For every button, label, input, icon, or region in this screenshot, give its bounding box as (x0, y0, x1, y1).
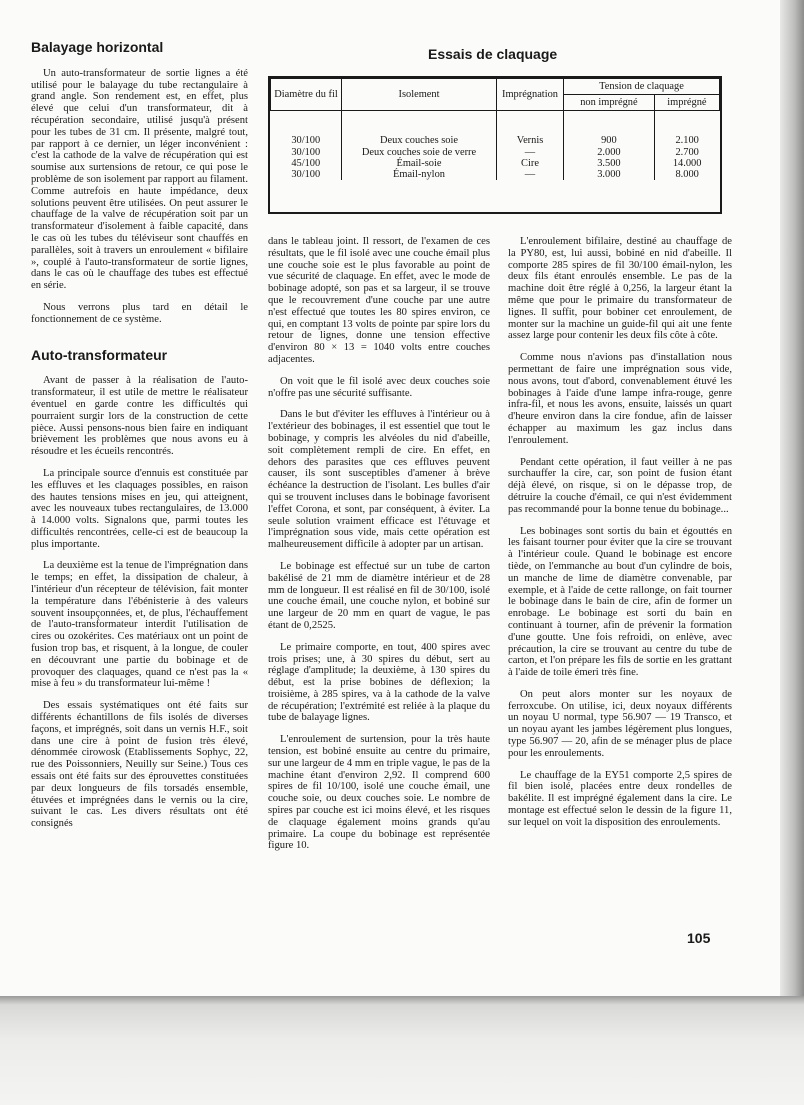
table-row (271, 158, 720, 169)
cell-impregnation: Vernis (497, 111, 564, 147)
results-table (268, 76, 722, 214)
table-header-row (271, 79, 720, 95)
cell-diametre: 45/100 (291, 157, 321, 169)
table-row (271, 147, 720, 158)
cell-diametre: 30/100 (291, 135, 321, 147)
paragraph: Le chauffage de la EY51 comporte 2,5 spires de fil bien isolé, placées entre deux rondelles de bakélite. Il est imprégné également dans la cire. Le montage est effectué selon le dessin de la figure 11, sur lequel on voit la disposition des enroulements. (508, 769, 732, 828)
paragraph: Comme nous n'avions pas d'installation nous permettant de faire une imprégnation sous vide, nous avons, tout d'abord, convenablement étuvé les bobinages à l'aide d'une lampe infra-rouge, genre infra-fil, et nous les avons, ensuite, laissés un quart d'heure environ dans la cire fondue, afin de laisser échapper au maximum les gaz inclus dans l'enroulement. (508, 352, 732, 446)
paragraph: L'enroulement de surtension, pour la très haute tension, est bobiné ensuite au centre du primaire, sur une largeur de 4 mm en triple vague, le pas de la machine étant d'environ 2,92. Il comprend 600 spires de fil 10/100, isolé une couche émail, une couche soie, ou deux couches soie. Le nombre de spires par couche est ici moins élevé, et les risques de claquage également moins grands qu'au primaire. La coupe du bobinage est représentée figure 10. (268, 734, 490, 852)
page-bottom-edge (0, 996, 804, 1105)
claquage-table (270, 78, 720, 180)
column-middle (268, 236, 490, 862)
table-row (271, 111, 720, 147)
cell-isolement: Deux couches soie (342, 111, 497, 147)
page-edge-shadow (780, 0, 804, 1000)
header-impregne: imprégné (654, 95, 719, 111)
paragraph: Dans le but d'éviter les effluves à l'intérieur ou à l'extérieur des bobinages, il est essentiel que tout le bobinage, y compris les alvéoles du nid d'abeille, soit complètement rempli de cire. En effet, en dehors des parasites que ces effluves peuvent causer, ils sont susceptibles d'amener à brève échéance la destruction de l'isolant. Les bulles d'air qui se trouvent incluses dans le bobinage favorisent l'effet Corona, et sont, par conséquent, à éviter. La seule solution vraiment efficace est l'étuvage et l'imprégnation sous vide, mais cette opération est malheureusement difficile à adopter par un artisan. (268, 409, 490, 551)
paragraph: L'enroulement bifilaire, destiné au chauffage de la PY80, est, lui aussi, bobiné en nid d'abeille. Il comporte 285 spires de fil 30/100 émail-nylon, les deux fils étant enroulés ensemble. Le pas de la machine doit être réglé à 0,256, la largeur étant la même que pour le primaire du transformateur de lignes. Il suffit, pour bobiner cet enroulement, de monter sur la machine un guide-fil qui ait une fente assez large pour contenir les deux fils côte à côte. (508, 236, 732, 342)
paragraph: Un auto-transformateur de sortie lignes a été utilisé pour le balayage du tube rectangulaire à grand angle. Son rendement est, en effet, plus élevé que celui d'un transformateur, dit à récupération secondaire, utilisé jusqu'à présent pour les tubes de 31 cm. Il présente, malgré tout, par rapport à ce dernier, un léger inconvénient : c'est la cathode de la valve de récupération qui est soumise aux surtensions de retour, ce qui pose le problème de son isolement par rapport au filament. Comme autrefois en haute impédance, deux solutions peuvent être utilisées. On peut assurer le chauffage de la valve de récupération soit par un transformateur d'isolement à faible capacité, dans le cas où les tubes du téléviseur sont chauffés en parallèles, soit à travers un enroulement « bifilaire », couplé à l'auto-transformateur de sortie lignes, dans le cas où le chauffage des tubes est effectué en série. (31, 67, 248, 292)
table-row (271, 169, 720, 180)
cell-impregne: 2.100 (654, 111, 719, 147)
paragraph: Pendant cette opération, il faut veiller à ne pas surchauffer la cire, car, son point de fusion étant déjà élevé, on risque, si on le dépasse trop, de détruire la couche d'émail, ce qui n'est évidemment pas recommandé pour la bonne tenue du bobinage... (508, 456, 732, 515)
paragraph: On peut alors monter sur les noyaux de ferroxcube. On utilise, ici, deux noyaux différents un noyau U normal, type 56.907 — 19 Transco, et un noyau ayant les jambes légèrement plus longues, type 56.907 — 20, afin de se ménager plus de place pour les enroulements. (508, 688, 732, 759)
paragraph: La principale source d'ennuis est constituée par les effluves et les claquages possibles, en raison des hautes tensions mises en jeu, qui atteignent, avec les nouveaux tubes rectangulaires, de 13.000 à 14.000 volts. Signalons que, parmi toutes les difficultés rencontrées, celle-ci est de beaucoup la plus importante. (31, 467, 248, 550)
heading-balayage-horizontal: Balayage horizontal (31, 39, 164, 55)
header-tension: Tension de claquage (564, 79, 720, 95)
cell-isolement: Émail-nylon (342, 169, 497, 180)
cell-non-impregne: 900 (564, 111, 655, 147)
cell-diametre: 30/100 (291, 169, 321, 181)
paragraph: La deuxième est la tenue de l'imprégnation dans le temps; en effet, la dissipation de chaleur, à l'intérieur d'un récepteur de télévision, fait monter la température dans l'ébénisterie à des valeurs souvent insoupçonnées, et, de plus, l'échauffement de l'auto-transformateur interdit l'utilisation de cires ou ozokérites. Ces matériaux ont un point de fusion trop bas, et risquent, à la longue, de couler en découvrant une partie du bobinage et de provoquer des claquages, quand ce n'est pas la « mise à feu » du transformateur lui-même ! (31, 560, 248, 690)
cell-isolement: Deux couches soie de verre (342, 147, 497, 158)
cell-non-impregne: 3.500 (564, 158, 655, 169)
cell-diametre: 30/100 (291, 146, 321, 158)
paragraph: Le bobinage est effectué sur un tube de carton bakélisé de 21 mm de diamètre intérieur et de 28 mm de longueur. Il est réalisé en fil de 30/100, isolé une couche émail, une couche nylon, et bobiné sur une largeur de 20 mm en quart de vague, le pas étant de 0,2525. (268, 560, 490, 631)
header-isolement: Isolement (342, 79, 497, 111)
cell-impregnation: — (497, 169, 564, 180)
column-left (31, 39, 248, 840)
cell-impregne: 8.000 (654, 169, 719, 180)
paragraph: Les bobinages sont sortis du bain et égouttés en les faisant tourner pour éviter que la cire se trouvant à l'intérieur coule. Quand le bobinage est encore tiède, on l'emmanche au bout d'un cylindre de bois, un manche de lime de diamètre convenable, par exemple, et à l'aide de cette rallonge, on fait tourner le bobinage dans le bain de cire, afin de former un enrobage. Le bobinage est sorti du bain en continuant à tourner, afin de prévenir la formation d'une goutte. Une fois refroidi, on enlève, avec précaution, la cire se trouvant au centre du tube de carton, et l'on prépare les fils de sortie en les grattant à l'aide de toile émeri très fine. (508, 525, 732, 679)
cell-non-impregne: 2.000 (564, 147, 655, 158)
cell-impregne: 14.000 (654, 158, 719, 169)
table-title: Essais de claquage (428, 46, 558, 62)
paragraph: Le primaire comporte, en tout, 400 spires avec trois prises; une, à 30 spires du début, sert au réglage d'amplitude; la deuxième, à 130 spires du début, est la prise bobines de déflexion; la troisième, à 285 spires, va à la cathode de la valve de récupération; l'extrémité est reliée à la plaque du tube de balayage lignes. (268, 641, 490, 724)
column-right (508, 236, 732, 839)
paragraph: Des essais systématiques ont été faits sur différents échantillons de fils isolés de diverses façons, et imprégnés, soit dans un vernis H.F., soit dans une cire à point de fusion très élevé, dénommée cirowosk (Etablissements Sophyc, 22, rue des Poissonniers, Neuilly sur Seine.) Tous ces essais ont été faits sur des éprouvettes constituées par deux longueurs de fils torsadés ensemble, étuvées et imprégnées dans le vernis ou la cire, suivant le cas. Les divers résultats ont été consignés (31, 700, 248, 830)
heading-auto-transformateur: Auto-transformateur (31, 346, 168, 363)
cell-impregnation: — (497, 147, 564, 158)
paragraph: On voit que le fil isolé avec deux couches soie n'offre pas une sécurité suffisante. (268, 375, 490, 399)
paragraph: Avant de passer à la réalisation de l'auto-transformateur, il est utile de mettre le réalisateur éventuel en garde contre les difficultés qui pourraient surgir lors de la construction de cette pièce. Aussi pensons-nous bien faire en indiquant brièvement les problèmes que nous avons eu à résoudre et les écueils rencontrés. (31, 375, 248, 458)
header-diametre: Diamètre du fil (271, 79, 342, 111)
header-non-impregne: non imprégné (564, 95, 655, 111)
paragraph: Nous verrons plus tard en détail le fonctionnement de ce système. (31, 301, 248, 325)
cell-non-impregne: 3.000 (564, 169, 655, 180)
cell-impregnation: Cire (497, 158, 564, 169)
cell-isolement: Émail-soie (342, 158, 497, 169)
header-impregnation: Imprégnation (497, 79, 564, 111)
cell-impregne: 2.700 (654, 147, 719, 158)
paragraph: dans le tableau joint. Il ressort, de l'examen de ces résultats, que le fil isolé avec une couche émail plus une couche soie est le plus favorable au point de vue sécurité de claquage. En effet, avec le mode de bobinage adopté, son pas et sa largeur, il se trouve que le recouvrement d'une couche par une autre n'est effectué que toutes les 80 spires environ, ce qui, en comptant 13 volts de pointe par spire lors du retour de lignes, donne une tension effective d'environ 80 × 13 = 1040 volts entre couches adjacentes. (268, 236, 490, 365)
page-number: 105 (687, 930, 711, 946)
